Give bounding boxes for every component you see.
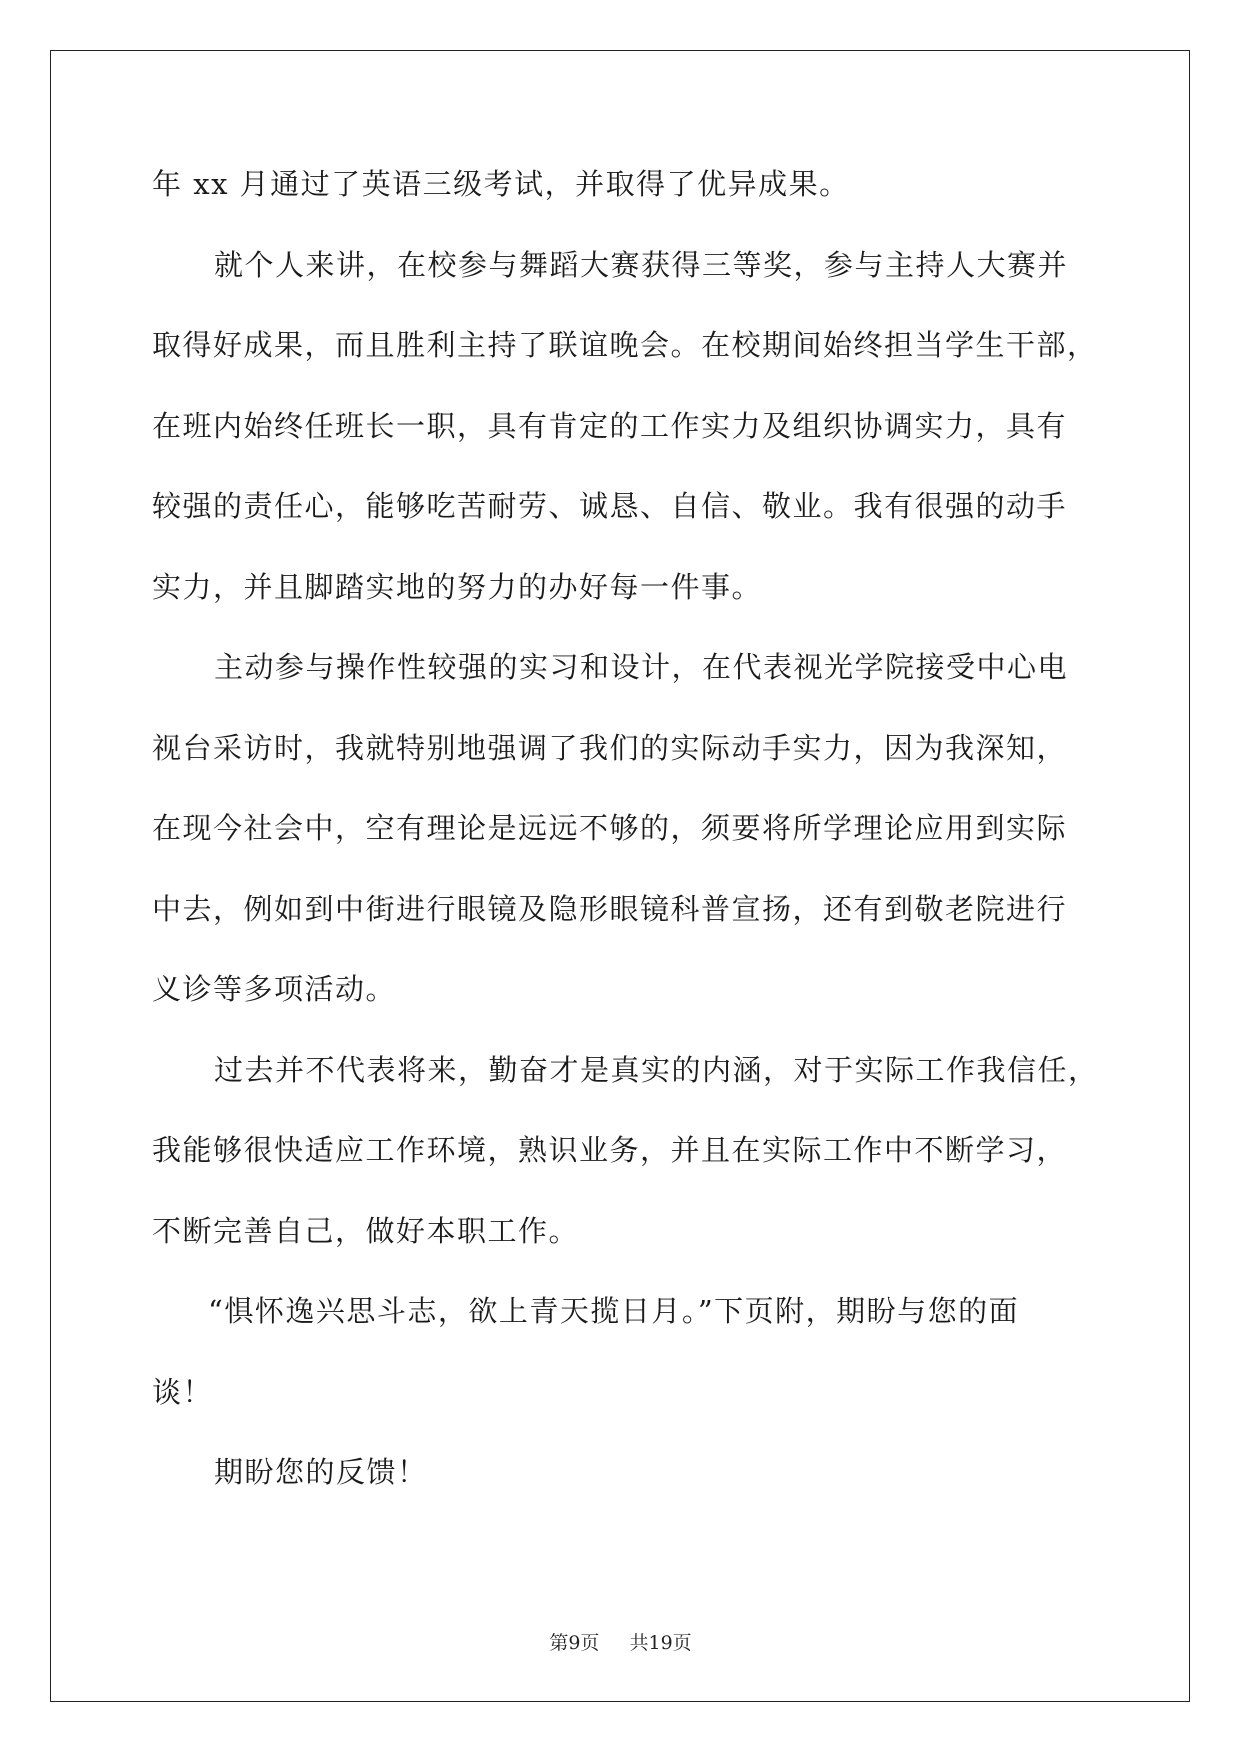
page-number: 第9页 [549,1632,600,1654]
text-line: 义诊等多项活动。 [152,972,397,1006]
page-total: 共19页 [629,1632,692,1654]
document-body [152,166,1099,1535]
text-line: 过去并不代表将来，勤奋才是真实的内涵，对于实际工作我信任， [214,1052,1099,1087]
text-line: 期盼您的反馈！ [214,1455,428,1489]
text-line: 实力，并且脚踏实地的努力的办好每一件事。 [152,569,763,604]
text-line: “惧怀逸兴思斗志，欲上青天揽日月。”下页附，期盼与您的面 [208,1294,1020,1328]
page-footer [0,1628,1241,1655]
text-line: 视台采访时，我就特别地强调了我们的实际动手实力，因为我深知， [152,730,1068,765]
text-line: 主动参与操作性较强的实习和设计，在代表视光学院接受中心电 [214,650,1069,684]
text-line: 中去，例如到中街进行眼镜及隐形眼镜科普宣扬，还有到敬老院进行 [152,891,1068,926]
text-line: 取得好成果，而且胜利主持了联谊晚会。在校期间始终担当学生干部， [152,328,1098,362]
text-line: 较强的责任心，能够吃苦耐劳、诚恳、自信、敬业。我有很强的动手 [152,489,1068,523]
text-line: 在现今社会中，空有理论是远远不够的，须要将所学理论应用到实际 [152,811,1068,845]
text-line: 我能够很快适应工作环境，熟识业务，并且在实际工作中不断学习， [152,1133,1068,1167]
text-line: 不断完善自己，做好本职工作。 [152,1213,580,1248]
text-line: 谈！ [152,1374,214,1409]
text-line: 在班内始终任班长一职，具有肯定的工作实力及组织协调实力，具有 [152,408,1068,443]
text-line: 就个人来讲，在校参与舞蹈大赛获得三等奖，参与主持人大赛并 [214,247,1069,282]
text-line: 年 xx 月通过了英语三级考试，并取得了优异成果。 [152,167,850,201]
